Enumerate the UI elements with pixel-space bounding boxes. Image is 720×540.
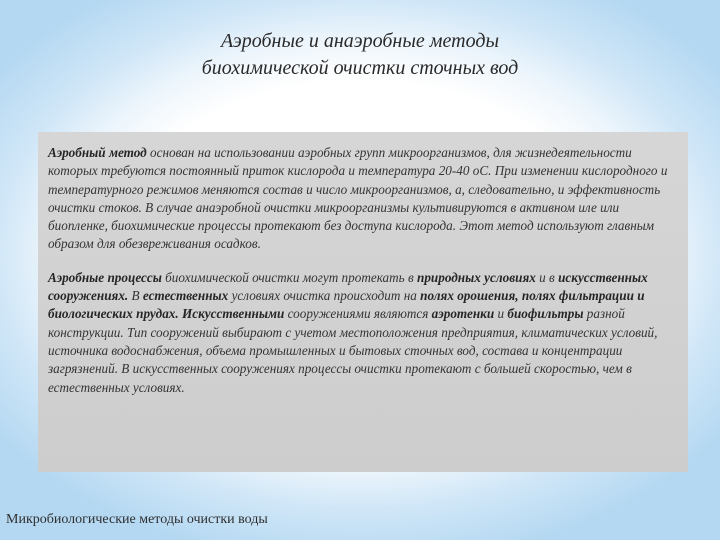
title-line-1: Аэробные и анаэробные методы <box>221 30 499 52</box>
slide-title <box>0 28 720 82</box>
paragraph-1-text: основан на использовании аэробных групп микроорганизмов, для жизнедеятельности которых требуются постоянный приток кислорода и температура 20-40 оС. При изменении кислородного и температурного режимов меняются состав и число микроорганизмов, а, следовательно, и эффективность очистки стоков. В случае анаэробной очистки микроорганизмы культивируются в активном иле или биопленке, биохимические процессы протекают без доступа кислорода. Этот метод используют главным образом для обезвреживания осадков. <box>48 145 668 252</box>
title-line-2: биохимической очистки сточных вод <box>201 57 519 79</box>
paragraph-aerobic-processes <box>48 269 678 397</box>
paragraph-aerobic-method <box>48 144 678 254</box>
term-aerobic-processes: Аэробные процессы <box>48 269 162 285</box>
term-artificial-structures: искусственных сооружениях. <box>48 269 648 304</box>
term-fields-and-ponds: полях орошения, полях фильтрации и биологических прудах. Искусственными <box>48 288 645 322</box>
paragraph-2-text-4: условиях очистка происходит на <box>228 288 421 304</box>
term-natural-conditions: природных условиях <box>416 269 536 285</box>
text-panel <box>38 132 688 472</box>
paragraph-2-text-6: и <box>494 306 508 322</box>
term-biofilters: биофильтры <box>507 306 584 322</box>
term-aerobic-method: Аэробный метод <box>48 145 147 160</box>
footer-caption: Микробиологические методы очистки воды <box>6 512 268 527</box>
term-aerotanks: аэротенки <box>431 306 495 322</box>
paragraph-2-text-7: разной конструкции. Тип сооружений выбирают с учетом местоположения предприятия, климатических условий, источника водоснабжения, объема промышленных и бытовых сточных вод, состава и концентрации загрязнений. В искусственных сооружениях процессы очистки протекают с большей скоростью, чем в естественных условиях. <box>48 306 658 395</box>
paragraph-2-text-3: В <box>128 288 143 304</box>
paragraph-2-text-2: и в <box>535 269 559 285</box>
paragraph-2-text-5: сооружениями являются <box>284 306 432 322</box>
term-natural: естественных <box>142 288 229 304</box>
paragraph-2-text-1: биохимической очистки могут протекать в <box>161 269 417 285</box>
